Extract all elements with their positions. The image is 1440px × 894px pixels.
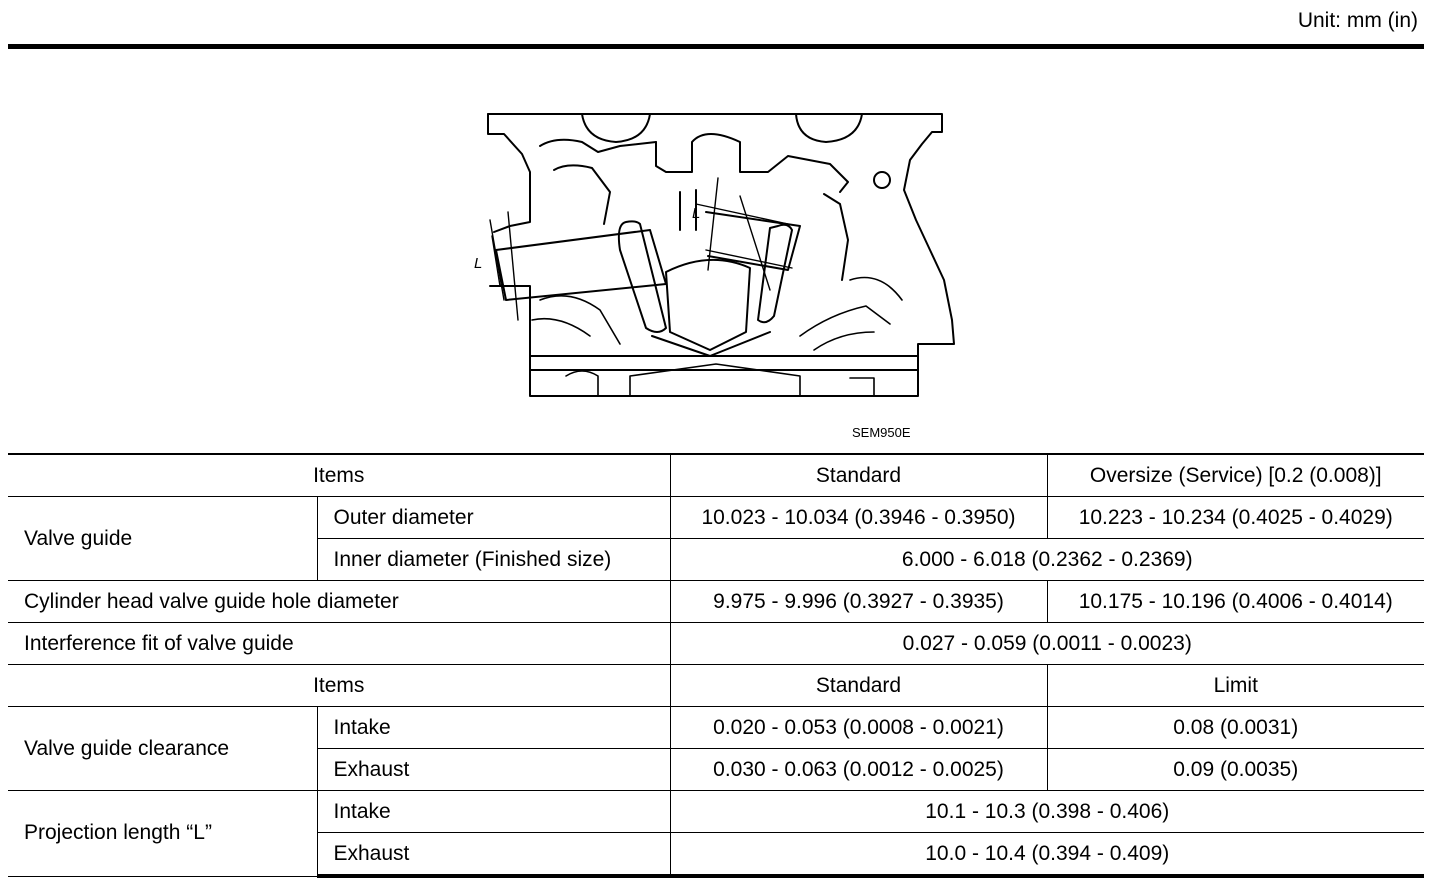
head-hole-oversize: 10.175 - 10.196 (0.4006 - 0.4014) [1047, 581, 1424, 623]
cylinder-head-diagram [470, 100, 970, 410]
table-row [8, 791, 1424, 833]
header2-limit: Limit [1047, 665, 1424, 707]
clearance-exhaust-standard: 0.030 - 0.063 (0.0012 - 0.0025) [670, 749, 1047, 791]
projection-intake-label: Intake [317, 791, 670, 833]
projection-exhaust-value: 10.0 - 10.4 (0.394 - 0.409) [670, 833, 1424, 877]
upper-ports [540, 114, 890, 280]
outer-diameter-label: Outer diameter [317, 497, 670, 539]
table-header-row [8, 454, 1424, 497]
interference-value: 0.027 - 0.059 (0.0011 - 0.0023) [670, 623, 1424, 665]
unit-label: Unit: mm (in) [1297, 9, 1418, 32]
projection-label: Projection length “L” [8, 791, 317, 877]
table-row [8, 581, 1424, 623]
valve-guide-label: Valve guide [8, 497, 317, 581]
table-header-row [8, 665, 1424, 707]
table-row [8, 623, 1424, 665]
header-items: Items [8, 454, 670, 497]
outer-diameter-oversize: 10.223 - 10.234 (0.4025 - 0.4029) [1047, 497, 1424, 539]
valve-guide-spec-table [8, 453, 1424, 878]
clearance-exhaust-label: Exhaust [317, 749, 670, 791]
dimension-L-marks [490, 178, 792, 320]
top-rule [8, 44, 1424, 49]
clearance-intake-label: Intake [317, 707, 670, 749]
head-hole-label: Cylinder head valve guide hole diameter [8, 581, 670, 623]
outer-diameter-standard: 10.023 - 10.034 (0.3946 - 0.3950) [670, 497, 1047, 539]
lower-webs [532, 278, 902, 397]
table-row [8, 707, 1424, 749]
header-standard: Standard [670, 454, 1047, 497]
interference-label: Interference fit of valve guide [8, 623, 670, 665]
inner-diameter-value: 6.000 - 6.018 (0.2362 - 0.2369) [670, 539, 1424, 581]
figure-code: SEM950E [852, 425, 911, 440]
dim-label-left: L [474, 255, 483, 272]
valve-guides [496, 212, 800, 356]
header2-standard: Standard [670, 665, 1047, 707]
clearance-label: Valve guide clearance [8, 707, 317, 791]
projection-exhaust-label: Exhaust [317, 833, 670, 877]
projection-intake-value: 10.1 - 10.3 (0.398 - 0.406) [670, 791, 1424, 833]
inner-diameter-label: Inner diameter (Finished size) [317, 539, 670, 581]
clearance-intake-limit: 0.08 (0.0031) [1047, 707, 1424, 749]
clearance-exhaust-limit: 0.09 (0.0035) [1047, 749, 1424, 791]
header-oversize: Oversize (Service) [0.2 (0.008)] [1047, 454, 1424, 497]
header2-items: Items [8, 665, 670, 707]
head-hole-standard: 9.975 - 9.996 (0.3927 - 0.3935) [670, 581, 1047, 623]
clearance-intake-standard: 0.020 - 0.053 (0.0008 - 0.0021) [670, 707, 1047, 749]
head-outline [488, 114, 954, 396]
table-row [8, 497, 1424, 539]
dim-label-center: L [692, 205, 701, 222]
